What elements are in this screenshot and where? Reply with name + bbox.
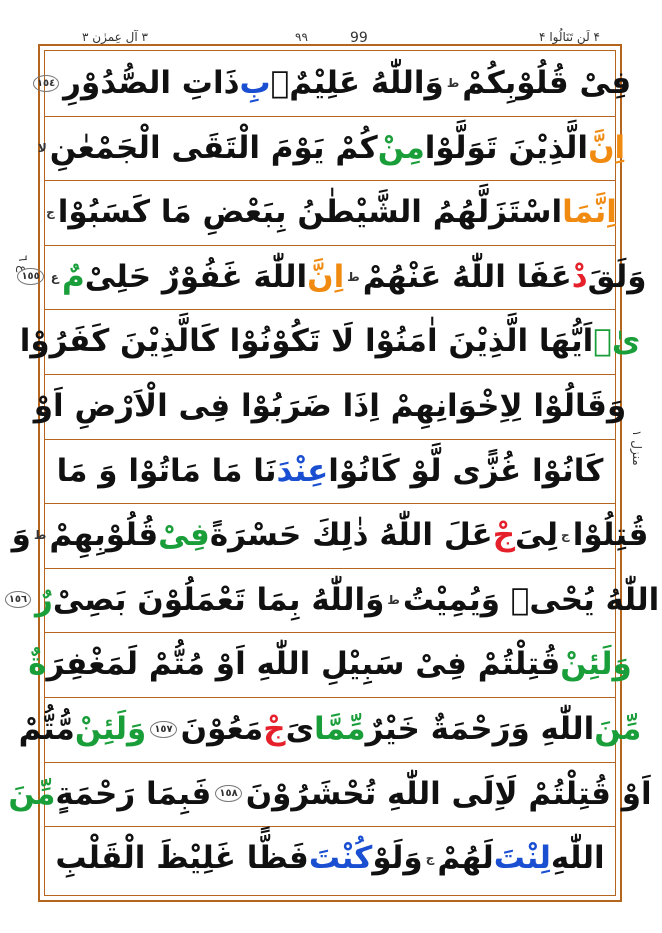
text-segment: وَ (11, 517, 31, 554)
text-line-12 (8, 763, 652, 825)
text-segment: اِنَّمَا (562, 194, 617, 231)
text-line-9 (8, 569, 660, 631)
text-segment: ط (33, 528, 47, 543)
text-segment: اللّٰهَ غَفُوْرٌ حَلِیْ (84, 258, 308, 295)
text-line-3 (46, 181, 617, 243)
text-segment: اللّٰهُ یُحْیٖ وَیُمِیْتُ (402, 581, 660, 618)
text-segment: قُتِلْتُمْ فِیْ سَبِیْلِ اللّٰهِ اَوْ مُتُّمْ لَمَغْفِرَ (46, 646, 561, 683)
text-segment: ط (347, 269, 360, 284)
text-segment: اِنَّ (307, 258, 345, 295)
text-segment: ج (561, 528, 570, 543)
ruku-marker: ع ٦ (16, 255, 30, 273)
text-segment: لَهُمْ (437, 840, 494, 877)
text-segment: یَ (285, 711, 314, 747)
text-segment: كَانُوْا غُزًّى لَّوْ كَانُوْا (328, 452, 604, 489)
text-segment: ج (425, 851, 435, 866)
ayah-number-marker: ١٥٧ (150, 721, 176, 738)
text-segment: اللّٰهِ وَرَحْمَةٌ خَیْرٌ (365, 711, 595, 747)
ayah-number-marker: ١٥٦ (5, 591, 31, 608)
text-line-5 (19, 310, 641, 372)
text-segment: دْ (571, 258, 588, 295)
text-segment: اَوْ قُتِلْتُمْ لَاِلَى اللّٰهِ تُحْشَرُوْنَ (245, 775, 652, 812)
text-line-1 (36, 52, 632, 114)
text-segment: اللّٰهِ (550, 840, 605, 877)
text-line-13 (50, 827, 610, 889)
text-segment: وَاللّٰهُ بِمَا تَعْمَلُوْنَ بَصِیْ (52, 581, 385, 618)
text-segment: ذَاتِ الصُّدُوْرِ (63, 65, 240, 101)
text-segment: وَلَئِنْ (74, 711, 147, 747)
text-segment: فِیْ قُلُوْبِكُمْ (462, 65, 632, 101)
text-segment: لا (37, 140, 47, 155)
text-line-11 (18, 698, 642, 760)
manzil-marker: منزل ١ (630, 430, 644, 466)
text-segment: اَیُّهَا الَّذِیْنَ اٰمَنُوْا لَا تَكُوْنُوْا كَالَّذِیْنَ كَفَرُوْا (19, 323, 594, 360)
text-segment: ط (446, 76, 460, 90)
juz-name: ۴ لَن تَنَالُوا ۴ (539, 30, 600, 44)
text-segment: فَظًّا غَلِیْظَ الْقَلْبِ (55, 840, 309, 877)
text-segment: عِنْدَ (276, 452, 329, 489)
ayah-number-marker: ١٥٨ (215, 785, 241, 802)
text-line-8 (11, 504, 649, 566)
ayah-number-marker: ١٥٥ (17, 268, 43, 285)
text-segment: نَا مَا مَاتُوْا وَ مَا (56, 452, 277, 489)
text-segment: مُّتُّمْ (18, 711, 75, 747)
text-segment: بِ (239, 65, 271, 101)
text-segment: وَلَئِنْ (560, 646, 632, 683)
text-segment: جْ (263, 711, 286, 747)
text-segment: لِنْتَ (493, 840, 551, 877)
text-line-6 (33, 375, 627, 437)
text-segment: لِیَ (515, 517, 559, 554)
text-segment: مِنْ (377, 129, 425, 166)
text-segment: مِّنَ (594, 711, 642, 747)
text-segment: ةٌ (28, 646, 47, 683)
text-segment: ط (387, 592, 400, 607)
text-segment: وَقَالُوْا لِاِخْوَانِهِمْ اِذَا ضَرَبُوْا فِی الْاَرْضِ اَوْ (33, 388, 627, 424)
text-segment: مٌ (61, 258, 85, 295)
page-number: 99 (350, 30, 368, 46)
text-line-7 (50, 440, 610, 502)
text-segment: وَاللّٰهُ عَلِیْمٌۢ (270, 65, 444, 101)
text-segment: مِّمَّا (313, 711, 366, 747)
text-line-10 (28, 633, 632, 695)
page-number-urdu: ۹۹ (295, 30, 308, 44)
text-segment: ع (50, 269, 59, 284)
text-segment: فِیْ (158, 517, 210, 554)
text-segment: وَلَقَ (587, 258, 647, 295)
text-segment: عَلَ اللّٰهُ ذٰلِكَ حَسْرَةً (209, 517, 493, 554)
text-segment: كُنْتَ (308, 840, 373, 877)
text-segment: اسْتَزَلَّهُمُ الشَّیْطٰنُ بِبَعْضِ مَا كَسَبُوْا (57, 194, 563, 231)
text-segment: جْ (492, 517, 516, 554)
text-segment: كُمْ یَوْمَ الْتَقَى الْجَمْعٰنِ (49, 129, 378, 166)
text-segment: ج (46, 205, 55, 220)
text-segment: مِّنَ (8, 775, 56, 812)
text-segment: وَلَوْ (372, 840, 423, 877)
ayah-number-marker: ١٥٤ (33, 75, 59, 92)
text-segment: یٰۤ (593, 323, 641, 360)
text-segment: قُتِلُوْا (572, 517, 649, 554)
text-segment: فَبِمَا رَحْمَةٍ (55, 775, 212, 812)
surah-name: ۳ آلِ عِمرٰن ۳ (82, 30, 148, 44)
text-segment: مَعُوْنَ (180, 711, 264, 747)
text-line-2 (37, 117, 626, 179)
text-segment: رٌ (35, 581, 53, 618)
text-segment: قُلُوْبِهِمْ (49, 517, 159, 554)
text-segment: اِنَّ (588, 129, 626, 166)
text-segment: الَّذِیْنَ تَوَلَّوْا (424, 129, 589, 166)
text-segment: عَفَا اللّٰهُ عَنْهُمْ (362, 258, 572, 295)
